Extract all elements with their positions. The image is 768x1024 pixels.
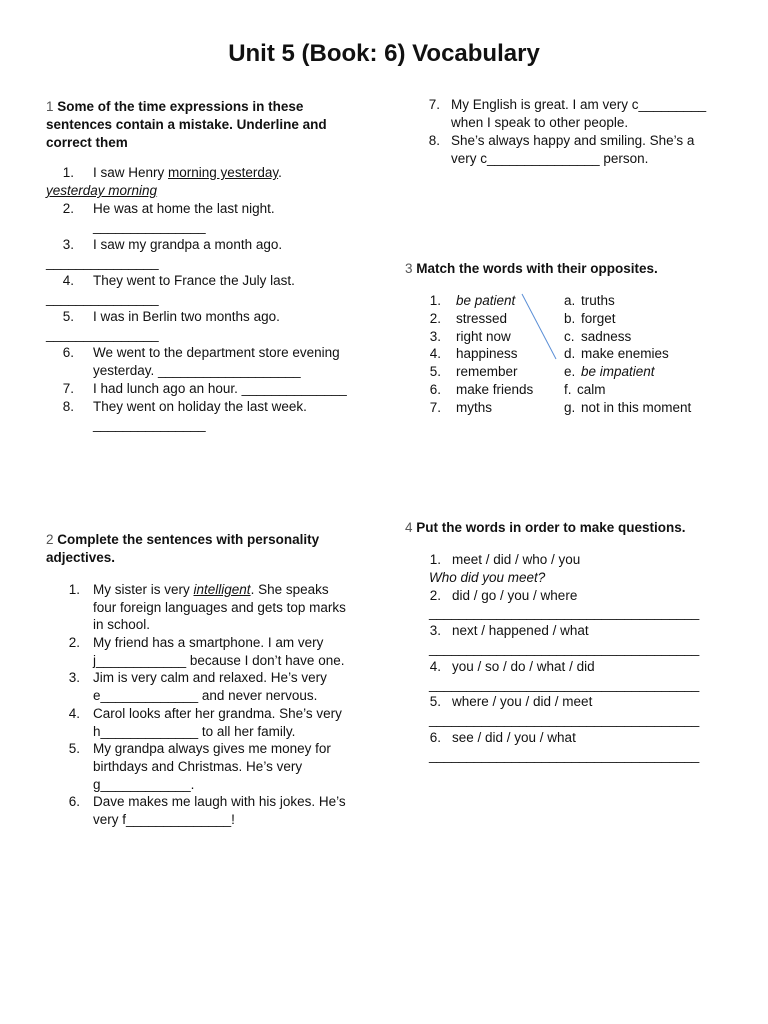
section-1-continued [420, 96, 740, 168]
item-continuation: j____________ because I don’t have one. [93, 652, 345, 668]
list-item [46, 398, 356, 416]
heading-text: Some of the time expressions in these sentences contain a mistake. Underline and correct them [46, 99, 327, 150]
item-text: My English is great. I am very c_________ [451, 97, 707, 112]
left-word: be patient [456, 293, 516, 308]
item-continuation: four foreign languages and gets top marks [93, 599, 346, 615]
answer-blank: _______________ [93, 219, 206, 234]
list-item: 6. Dave makes me laugh with his jokes. He’s [68, 794, 346, 810]
item-continuation: h_____________ to all her family. [93, 723, 296, 739]
item-continuation: g____________. [93, 776, 195, 792]
item-text: They went to France the July last. [93, 273, 295, 288]
item-continuation: when I speak to other people. [451, 115, 629, 130]
answer-blank: _______________ [46, 255, 159, 270]
list-item [46, 200, 356, 218]
item-text: I saw Henry [93, 165, 169, 180]
item-continuation: very c_______________ person. [451, 151, 649, 166]
item-continuation: yesterday. ___________________ [93, 363, 301, 378]
item-continuation: birthdays and Christmas. He’s very [93, 758, 303, 774]
left-word: right now [456, 328, 511, 344]
example-answer: Who did you meet? [429, 569, 546, 585]
right-letter: b. [564, 310, 576, 326]
right-word: sadness [581, 328, 632, 344]
section-2-heading [46, 531, 346, 567]
section-4 [405, 519, 735, 765]
match-row: 4. happiness d. make enemies [429, 346, 669, 362]
match-row: 6. make friends f. calm [429, 381, 606, 397]
right-word: calm [577, 381, 606, 397]
left-word: happiness [456, 346, 518, 362]
list-item: 4. you / so / do / what / did [429, 658, 595, 674]
item-text: I was in Berlin two months ago. [93, 309, 280, 324]
list-item: 4. Carol looks after her grandma. She’s very [68, 705, 342, 721]
left-word: myths [456, 399, 493, 415]
section-number: 2 [46, 532, 54, 547]
list-item [46, 380, 356, 398]
heading-text: Match the words with their opposites. [412, 261, 658, 276]
list-item: 3. next / happened / what [429, 623, 589, 639]
left-word: make friends [456, 381, 534, 397]
item-continuation: very f______________! [93, 811, 235, 827]
item-number: 3. [62, 237, 74, 252]
right-letter: d. [564, 346, 576, 362]
heading-text: Put the words in order to make questions. [412, 520, 686, 535]
answer-blank: _______________ [46, 327, 159, 342]
list-item: 6. see / did / you / what [429, 729, 576, 745]
section-1-heading [46, 98, 356, 152]
item-text: He was at home the last night. [93, 201, 275, 216]
match-row: 5. remember e. be impatient [429, 364, 655, 380]
answer-line: ____________________________________ [429, 676, 700, 692]
list-item [46, 272, 356, 290]
right-word: not in this moment [581, 399, 692, 415]
right-word: forget [581, 310, 616, 326]
item-continuation: in school. [93, 617, 151, 633]
list-item: 5. My grandpa always gives me money for [68, 741, 331, 757]
answer-line: ____________________________________ [429, 640, 700, 656]
list-item: 3. Jim is very calm and relaxed. He’s very [68, 670, 327, 686]
right-letter: f. [564, 381, 572, 397]
match-row: 3. right now c. sadness [429, 328, 632, 344]
list-item [420, 96, 740, 114]
section-3-heading [405, 260, 735, 278]
list-item [46, 308, 356, 326]
item-number: 6. [62, 345, 74, 360]
match-row: 1. be patient a. truths [429, 293, 615, 308]
item-number: 8. [428, 133, 440, 148]
item-number: 7. [62, 381, 74, 396]
item-number: 8. [62, 399, 74, 414]
section-number: 1 [46, 99, 54, 114]
item-number: 2. [62, 201, 74, 216]
list-item [46, 344, 356, 362]
item-number: 5. [62, 309, 74, 324]
list-item [46, 164, 356, 182]
example-answer: yesterday morning [46, 183, 158, 198]
right-word: be impatient [581, 364, 655, 380]
section-number: 3 [405, 261, 413, 276]
item-number: 7. [428, 97, 440, 112]
section-number: 4 [405, 520, 413, 535]
list-item [420, 132, 740, 150]
left-word: stressed [456, 310, 508, 326]
matching-list [405, 292, 735, 417]
right-letter: g. [564, 399, 576, 415]
item-continuation: e_____________ and never nervous. [93, 688, 318, 704]
item-text: She’s always happy and smiling. She’s a [451, 133, 695, 148]
section-4-heading [405, 519, 735, 537]
list-item [46, 236, 356, 254]
answer-blank: _______________ [46, 291, 159, 306]
example-adjective: intelligent [193, 582, 251, 597]
item-text: We went to the department store evening [93, 345, 340, 360]
left-word: remember [456, 364, 518, 380]
section-2 [46, 531, 366, 829]
right-letter: c. [564, 328, 575, 344]
item-text: They went on holiday the last week. [93, 399, 307, 414]
right-letter: e. [564, 364, 576, 380]
right-word: make enemies [581, 346, 669, 362]
list-item: 2. My friend has a smartphone. I am very [68, 635, 324, 651]
answer-line: ____________________________________ [429, 712, 700, 728]
section-1 [46, 98, 356, 434]
item-number: 1. [62, 165, 74, 180]
heading-text: Complete the sentences with personality adjectives. [46, 532, 320, 565]
match-row: 2. stressed b. forget [429, 310, 616, 326]
match-row: 7. myths g. not in this moment [429, 399, 692, 415]
right-letter: a. [564, 293, 576, 308]
list-item: 2. did / go / you / where [429, 587, 578, 603]
item-text: I had lunch ago an hour. ______________ [93, 381, 347, 396]
item-text: . [278, 165, 282, 180]
item-text: I saw my grandpa a month ago. [93, 237, 283, 252]
section-3 [405, 260, 735, 417]
list-item: 1. My sister is very intelligent. She speaks [68, 582, 329, 597]
list-item: 1. meet / did / who / you [429, 552, 581, 567]
item-underlined-phrase: morning yesterday [168, 165, 279, 180]
answer-line: ____________________________________ [429, 747, 700, 763]
page-title: Unit 5 (Book: 6) Vocabulary [228, 40, 540, 67]
answer-blank: _______________ [93, 417, 206, 432]
answer-line: ____________________________________ [429, 605, 700, 621]
right-word: truths [581, 293, 615, 308]
item-number: 4. [62, 273, 74, 288]
list-item: 5. where / you / did / meet [429, 694, 593, 710]
